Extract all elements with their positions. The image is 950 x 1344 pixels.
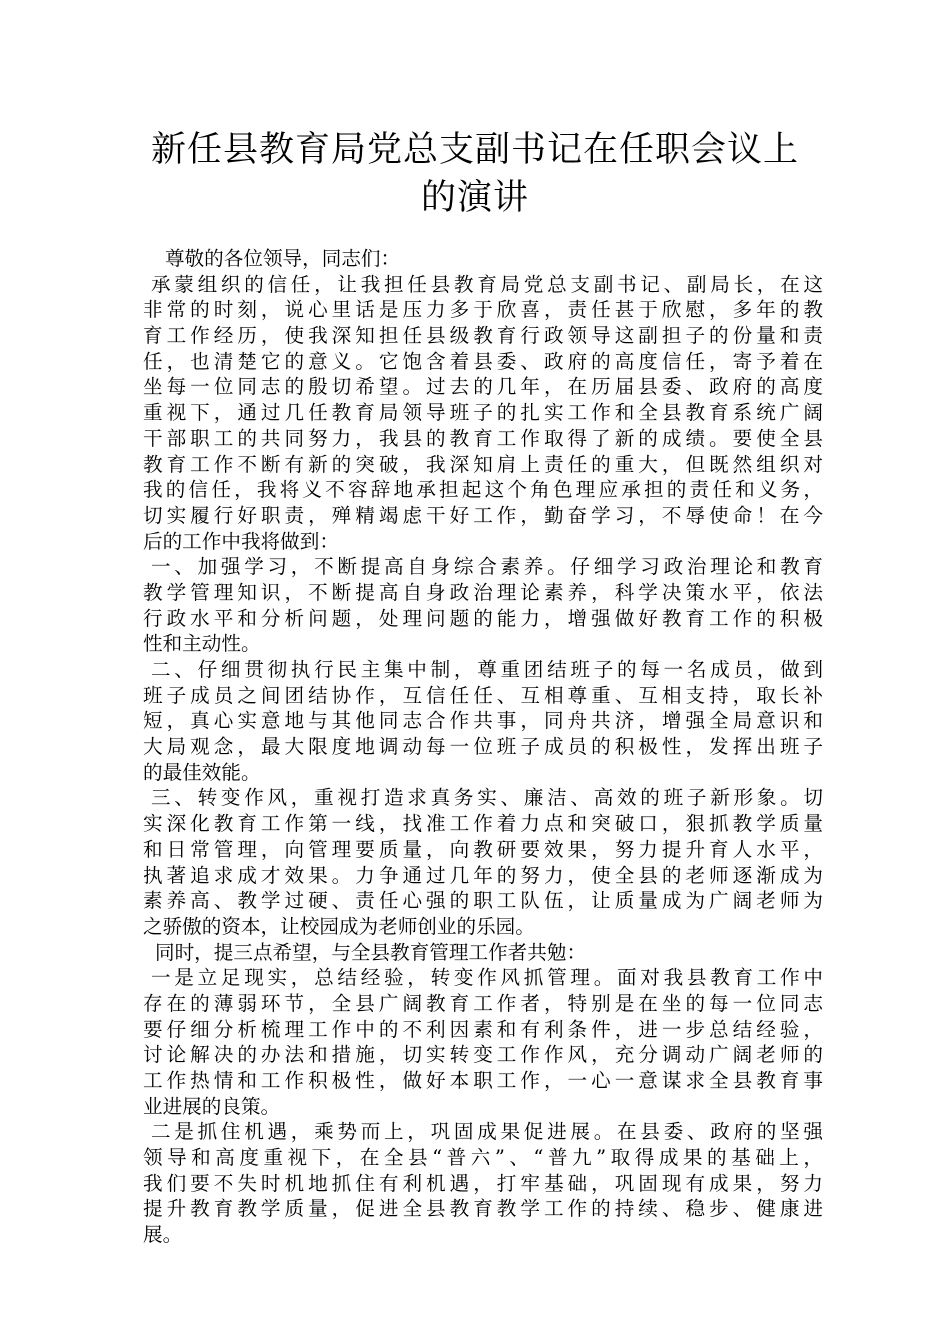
body-text-line: 工作热情和工作积极性，做好本职工作，一心一意谋求全县教育事 <box>143 1069 823 1092</box>
body-text-line: 教学管理知识，不断提高自身政治理论素养，科学决策水平，依法 <box>143 580 823 604</box>
body-text-line: 之骄傲的资本，让校园成为老师创业的乐园。 <box>143 914 535 938</box>
body-text-line: 行政水平和分析问题，处理问题的能力，增强做好教育工作的积极 <box>143 606 823 630</box>
body-text-line: 育工作经历，使我深知担任县级教育行政领导这副担子的份量和责 <box>143 324 823 348</box>
body-text-line: 班子成员之间团结协作，互信任任、互相尊重、互相支持，取长补 <box>143 683 823 707</box>
body-text-line: 提升教育教学质量，促进全县教育教学工作的持续、稳步、健康进 <box>143 1197 823 1221</box>
body-text-line: 任，也清楚它的意义。它饱含着县委、政府的高度信任，寄予着在 <box>143 349 823 373</box>
body-text-line: 二、仔细贯彻执行民主集中制，尊重团结班子的每一名成员，做到 <box>151 658 823 681</box>
page-title <box>100 126 850 222</box>
body-text-line: 承蒙组织的信任，让我担任县教育局党总支副书记、副局长，在这 <box>151 272 823 296</box>
body-text-line: 后的工作中我将做到： <box>143 529 339 553</box>
body-text-line: 三、转变作风，重视打造求真务实、廉洁、高效的班子新形象。切 <box>151 786 823 810</box>
title-line-1: 新任县教育局党总支副书记在任职会议上 <box>150 130 799 170</box>
body-text-line: 教育工作不断有新的突破，我深知肩上责任的重大，但既然组织对 <box>143 452 823 476</box>
body-text-line: 我们要不失时机地抓住有利机遇，打牢基础，巩固现有成果，努力 <box>143 1171 823 1195</box>
body-text-line: 非常的时刻，说心里话是压力多于欣喜，责任甚于欣慰，多年的教 <box>143 298 823 322</box>
body-text-line: 的最佳效能。 <box>143 760 261 784</box>
body-text-line: 实深化教育工作第一线，找准工作着力点和突破口，狠抓教学质量 <box>143 812 823 836</box>
body-text-line: 要仔细分析梳理工作中的不利因素和有利条件，进一步总结经验， <box>143 1017 823 1041</box>
body-text-line: 同时，提三点希望，与全县教育管理工作者共勉： <box>155 940 587 964</box>
body-text-line: 干部职工的共同努力，我县的教育工作取得了新的成绩。要使全县 <box>143 426 823 450</box>
body-text-line: 业进展的良策。 <box>143 1094 281 1118</box>
body-text-line: 重视下，通过几任教育局领导班子的扎实工作和全县教育系统广阔 <box>143 401 823 425</box>
body-text-line: 二是抓住机遇，乘势而上，巩固成果促进展。在县委、政府的坚强 <box>151 1120 823 1144</box>
document-body <box>143 246 823 1248</box>
body-text-line: 讨论解决的办法和措施，切实转变工作作风，充分调动广阔老师的 <box>143 1043 823 1067</box>
body-text-line: 一、加强学习，不断提高自身综合素养。仔细学习政治理论和教育 <box>151 555 823 579</box>
body-text-line: 尊敬的各位领导，同志们： <box>165 247 401 270</box>
body-text-line: 大局观念，最大限度地调动每一位班子成员的积极性，发挥出班子 <box>143 735 823 759</box>
body-text-line: 展。 <box>143 1223 183 1247</box>
body-text-line: 坐每一位同志的殷切希望。过去的几年，在历届县委、政府的高度 <box>143 375 823 399</box>
title-line-2: 的演讲 <box>420 178 529 218</box>
body-text-line: 短，真心实意地与其他同志合作共事，同舟共济，增强全局意识和 <box>143 709 823 733</box>
body-text-line: 性和主动性。 <box>143 632 261 656</box>
body-text-line: 和日常管理，向管理要质量，向教研要效果，努力提升育人水平， <box>143 837 823 861</box>
body-text-line: 领导和高度重视下，在全县“普六”、“普九”取得成果的基础上， <box>143 1146 823 1170</box>
body-text-line: 素养高、教学过硬、责任心强的职工队伍，让质量成为广阔老师为 <box>143 889 823 913</box>
body-text-line: 一是立足现实，总结经验，转变作风抓管理。面对我县教育工作中 <box>151 966 823 990</box>
body-text-line: 我的信任，我将义不容辞地承担起这个角色理应承担的责任和义务， <box>143 478 823 502</box>
body-text-line: 存在的薄弱环节，全县广阔教育工作者，特别是在坐的每一位同志 <box>143 991 823 1015</box>
body-text-line: 切实履行好职责，殚精竭虑干好工作，勤奋学习，不辱使命！在今 <box>143 503 823 527</box>
body-text-line: 执著追求成才效果。力争通过几年的努力，使全县的老师逐渐成为 <box>143 863 823 887</box>
